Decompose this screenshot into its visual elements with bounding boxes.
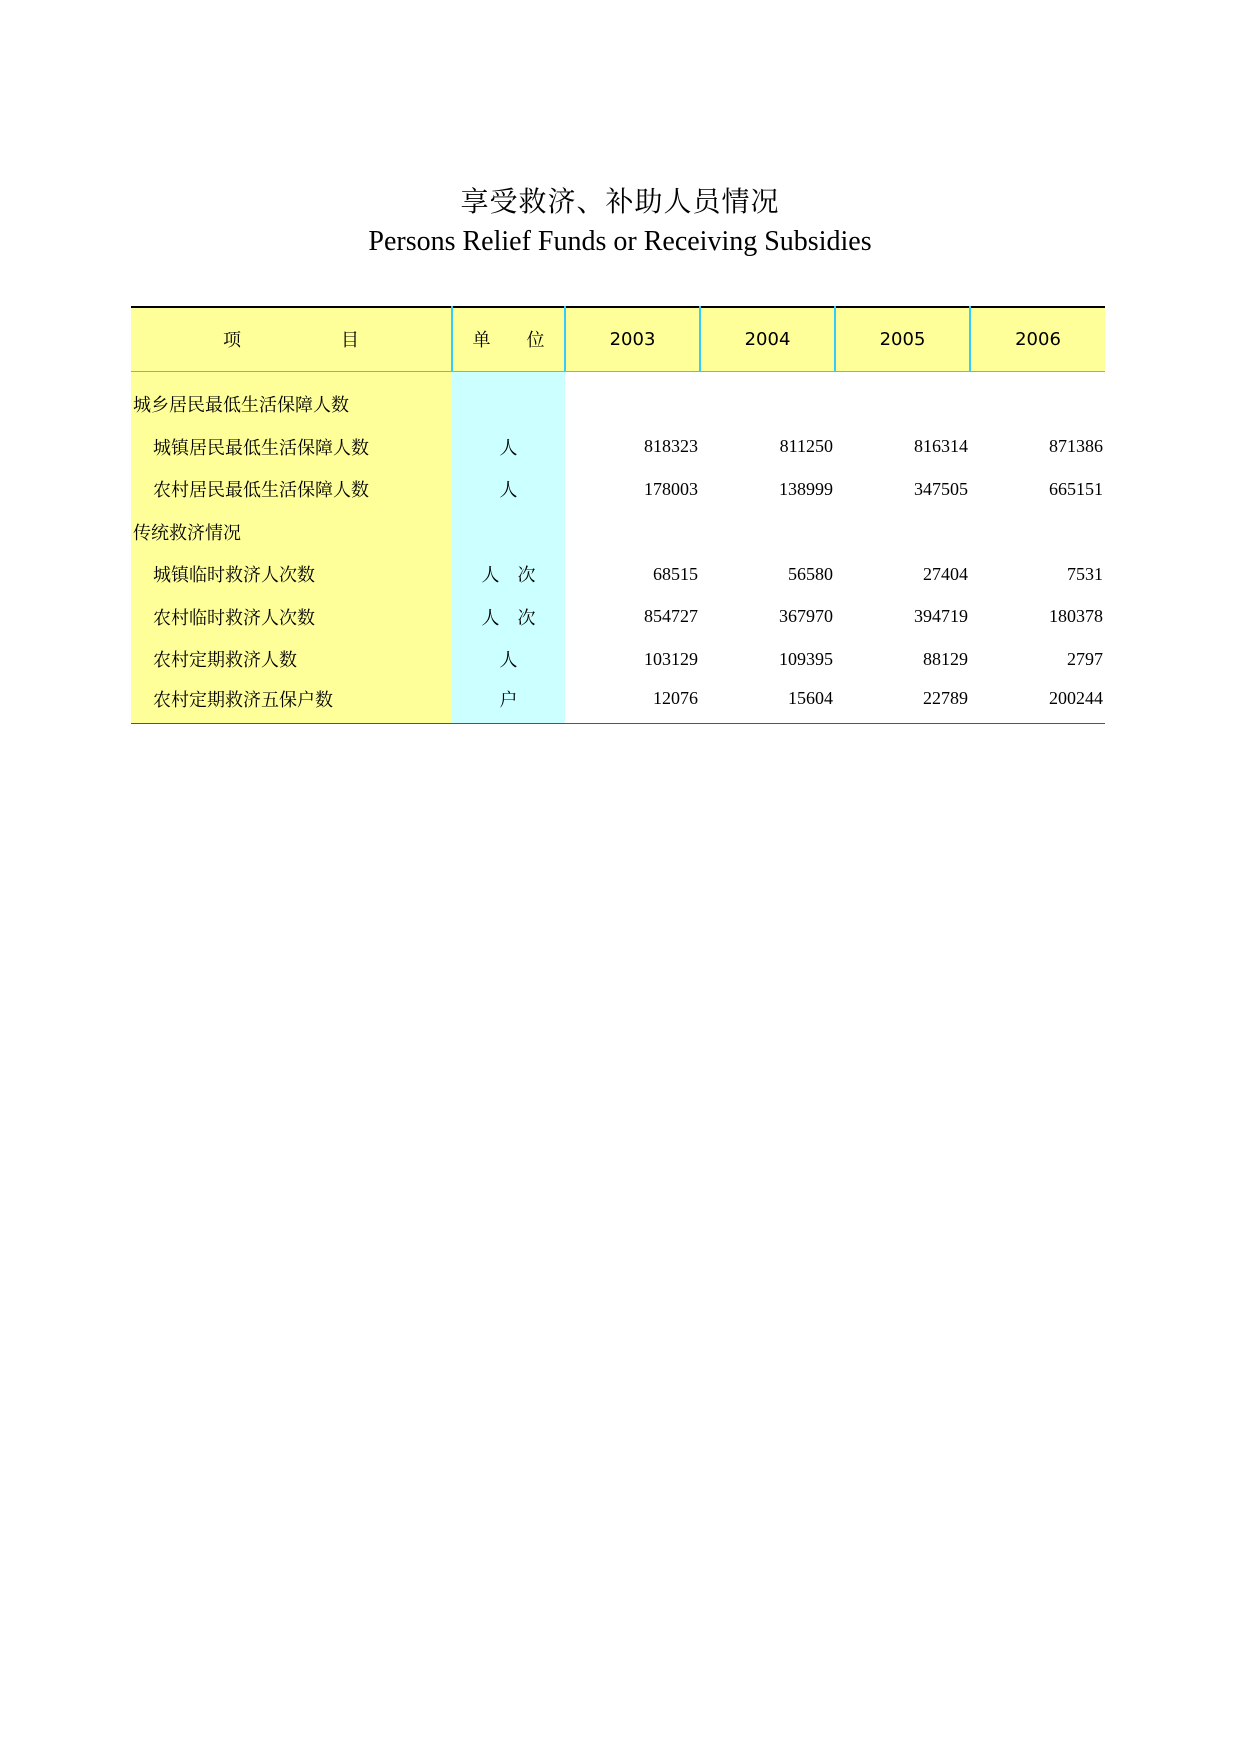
row-item-label: 农村定期救济人数 (131, 638, 452, 681)
row-value: 88129 (923, 648, 968, 669)
row-value: 22789 (923, 688, 968, 709)
table-header-row (131, 307, 1105, 371)
row-item-label: 农村居民最低生活保障人数 (131, 468, 452, 511)
row-value (565, 383, 700, 426)
row-value: 109395 (779, 648, 833, 669)
row-unit: 人 (452, 468, 565, 511)
row-value: 178003 (644, 478, 698, 499)
row-value: 138999 (779, 478, 833, 499)
row-item-label: 城镇居民最低生活保障人数 (131, 426, 452, 469)
row-value: 68515 (653, 563, 698, 584)
relief-table-container (131, 306, 1105, 724)
column-header-unit-left: 单 (472, 330, 491, 352)
row-value (835, 511, 970, 554)
column-header-year: 2005 (835, 307, 970, 371)
row-value: 665151 (1049, 478, 1103, 499)
row-value: 811250 (779, 436, 833, 457)
row-unit: 人 次 (452, 553, 565, 596)
row-value: 180378 (1049, 606, 1103, 627)
row-unit: 户 (452, 681, 565, 724)
row-value: 200244 (1049, 688, 1103, 709)
row-value (700, 383, 835, 426)
table-bottom-rule (131, 723, 1105, 724)
row-item-label: 城镇临时救济人次数 (131, 553, 452, 596)
row-value (835, 383, 970, 426)
row-unit (452, 511, 565, 554)
column-header-unit-right: 位 (526, 330, 545, 352)
row-value: 7531 (1067, 563, 1103, 584)
column-header-year: 2004 (700, 307, 835, 371)
row-value: 816314 (914, 436, 968, 457)
page-title-chinese: 享受救济、补助人员情况 (460, 185, 780, 218)
column-header-item (131, 307, 452, 371)
column-header-year: 2006 (970, 307, 1105, 371)
table-row (131, 638, 1105, 681)
row-value: 12076 (653, 688, 698, 709)
row-value: 27404 (923, 563, 968, 584)
column-header-year: 2003 (565, 307, 700, 371)
table-row (131, 553, 1105, 596)
row-value: 2797 (1067, 648, 1103, 669)
row-value: 103129 (644, 648, 698, 669)
row-value: 56580 (788, 563, 833, 584)
column-header-item-right: 目 (341, 330, 359, 352)
row-value (700, 511, 835, 554)
relief-table (131, 306, 1105, 723)
row-item-label: 农村临时救济人次数 (131, 596, 452, 639)
row-unit: 人 (452, 638, 565, 681)
table-row (131, 468, 1105, 511)
row-item-label: 城乡居民最低生活保障人数 (131, 383, 452, 426)
page-title-english: Persons Relief Funds or Receiving Subsidies (368, 226, 872, 257)
row-value (970, 383, 1105, 426)
row-value (565, 511, 700, 554)
row-unit (452, 383, 565, 426)
row-item-label: 农村定期救济五保户数 (131, 681, 452, 724)
row-value: 871386 (1049, 436, 1103, 457)
row-value: 854727 (644, 606, 698, 627)
row-unit: 人 (452, 426, 565, 469)
row-value: 347505 (914, 478, 968, 499)
row-value: 394719 (914, 606, 968, 627)
row-value: 818323 (644, 436, 698, 457)
spacer-row (131, 371, 1105, 383)
table-row (131, 596, 1105, 639)
table-row (131, 383, 1105, 426)
table-row (131, 511, 1105, 554)
row-unit: 人 次 (452, 596, 565, 639)
column-header-unit (452, 307, 565, 371)
row-item-label: 传统救济情况 (131, 511, 452, 554)
row-value (970, 511, 1105, 554)
row-value: 367970 (779, 606, 833, 627)
table-row (131, 681, 1105, 724)
table-row (131, 426, 1105, 469)
row-value: 15604 (788, 688, 833, 709)
column-header-item-left: 项 (223, 330, 241, 352)
